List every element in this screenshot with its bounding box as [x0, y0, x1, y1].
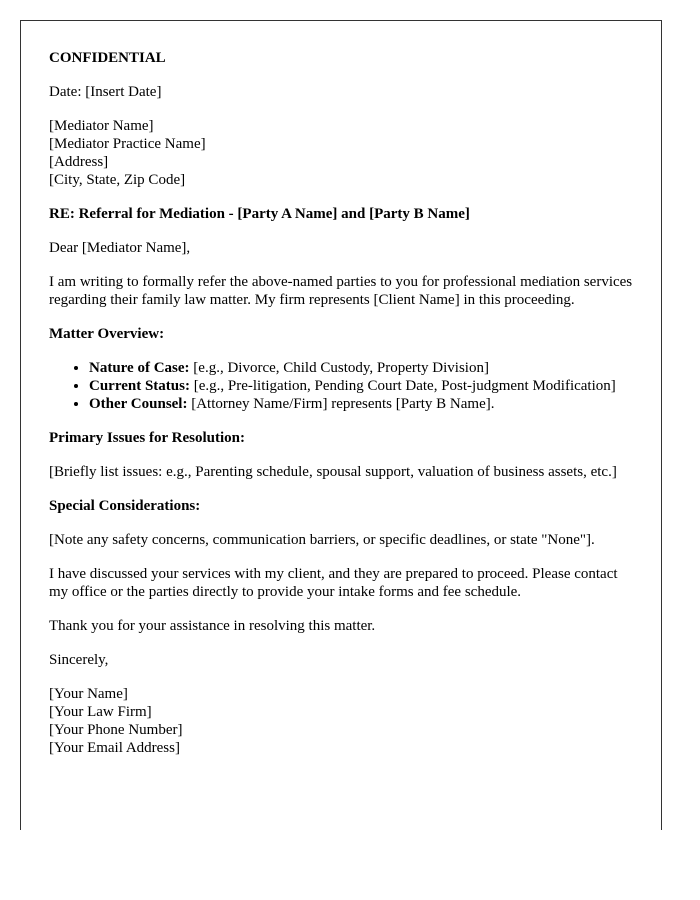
signature-line: [Your Law Firm] [49, 704, 152, 720]
signature-line: [Your Email Address] [49, 740, 180, 756]
date-line: Date: [Insert Date] [49, 84, 162, 100]
list-item [89, 395, 634, 413]
intro-paragraph: I am writing to formally refer the above-named parties to you for professional mediation services regarding their family law matter. My firm represents [Client Name] in this proceeding. [49, 274, 633, 308]
item-text: [Attorney Name/Firm] represents [Party B Name]. [187, 396, 495, 412]
matter-overview-list [49, 359, 634, 413]
thanks-line: Thank you for your assistance in resolving this matter. [49, 618, 376, 634]
signature-line: [Your Phone Number] [49, 722, 183, 738]
letter-page [20, 20, 662, 830]
closing-paragraph: I have discussed your services with my client, and they are prepared to proceed. Please contact my office or the parties directly to provide your intake forms and fee schedule. [49, 566, 618, 600]
item-label: Current Status: [89, 378, 190, 394]
special-text: [Note any safety concerns, communication barriers, or specific deadlines, or state "None"]. [49, 532, 595, 548]
subject-line: RE: Referral for Mediation - [Party A Name] and [Party B Name] [49, 206, 470, 222]
item-label: Nature of Case: [89, 360, 190, 376]
issues-heading: Primary Issues for Resolution: [49, 430, 245, 446]
recipient-address [49, 117, 634, 189]
salutation: Dear [Mediator Name], [49, 240, 191, 256]
recipient-line: [Address] [49, 154, 109, 170]
recipient-line: [Mediator Name] [49, 118, 154, 134]
list-item [89, 359, 634, 377]
list-item [89, 377, 634, 395]
signoff: Sincerely, [49, 652, 109, 668]
signature-block [49, 685, 634, 757]
item-label: Other Counsel: [89, 396, 188, 412]
item-text: [e.g., Pre-litigation, Pending Court Date, Post-judgment Modification] [189, 378, 616, 394]
recipient-line: [City, State, Zip Code] [49, 172, 186, 188]
issues-text: [Briefly list issues: e.g., Parenting schedule, spousal support, valuation of business assets, etc.] [49, 464, 617, 480]
signature-line: [Your Name] [49, 686, 128, 702]
special-heading: Special Considerations: [49, 498, 201, 514]
confidential-heading: CONFIDENTIAL [49, 50, 166, 66]
item-text: [e.g., Divorce, Child Custody, Property Division] [189, 360, 489, 376]
recipient-line: [Mediator Practice Name] [49, 136, 206, 152]
matter-overview-heading: Matter Overview: [49, 326, 165, 342]
